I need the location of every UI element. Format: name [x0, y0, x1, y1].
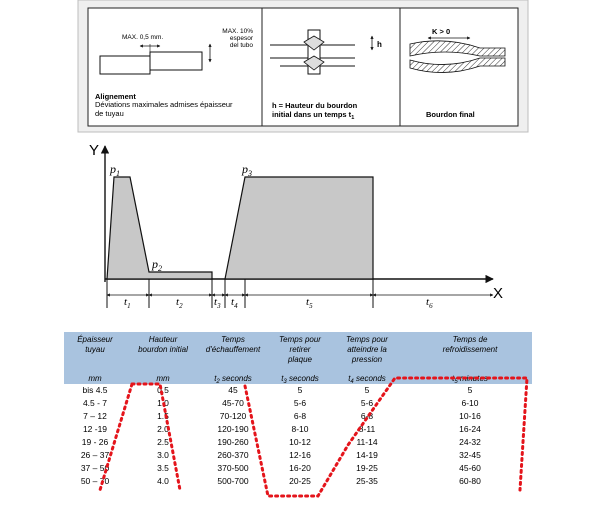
table-cell: 45-60: [459, 463, 481, 473]
table-cell: 1.0: [157, 398, 169, 408]
t3-label: $t_3$: [214, 296, 221, 310]
table-cell: 3.5: [157, 463, 169, 473]
header-cell: Temps: [221, 335, 245, 344]
phase-ticks: [107, 279, 373, 308]
header-cell: Temps pour: [279, 335, 321, 344]
header-cell: retirer: [289, 345, 311, 354]
table-cell: 500-700: [217, 476, 249, 486]
right-pipe: [150, 52, 202, 70]
table-cell: 25-35: [356, 476, 378, 486]
table-cell: 45: [228, 385, 238, 395]
table-cell: 12 -19: [82, 424, 108, 434]
table-cell: 10-16: [459, 411, 481, 421]
table-cell: 4.5 - 7: [82, 398, 108, 408]
table-cell: 32-45: [459, 450, 481, 460]
table-cell: 5-6: [360, 398, 374, 408]
h-symbol: h: [377, 40, 382, 49]
table-cell: 50 – 70: [80, 476, 110, 486]
table-cell: 0.5: [157, 385, 169, 395]
alignment-panel: [78, 0, 528, 132]
header-cell: Temps pour: [346, 335, 388, 344]
table-cell: 5-6: [293, 398, 307, 408]
table-cell: 190-260: [217, 437, 249, 447]
header-cell: Épaisseur: [77, 335, 113, 344]
header-unit: $t_4$ seconds: [348, 374, 386, 385]
table-cell: 16-20: [289, 463, 311, 473]
table-cell: 11-14: [356, 437, 378, 447]
t2-label: $t_2$: [176, 296, 183, 310]
header-unit: mm: [88, 374, 102, 383]
table-cell: 7 – 12: [83, 411, 107, 421]
table-cell: 2.5: [157, 437, 169, 447]
table-cell: 5: [364, 385, 370, 395]
header-unit: mm: [156, 374, 170, 383]
table-cell: 3.0: [157, 450, 169, 460]
t4-label: $t_4$: [231, 296, 238, 310]
header-unit: $t_2$ seconds: [214, 374, 252, 385]
p2-label: $p_2$: [152, 257, 162, 273]
table-cell: 12-16: [289, 450, 311, 460]
pressure-time-diagram: [89, 142, 503, 310]
table-cell: 14-19: [356, 450, 378, 460]
table-cell: 19 - 26: [81, 437, 109, 447]
table-cell: 260-370: [217, 450, 249, 460]
table-cell: 19-25: [356, 463, 378, 473]
table-cell: 8-11: [358, 424, 376, 434]
header-unit: $t_3$ seconds: [281, 374, 319, 385]
table-cell: 2.0: [157, 424, 169, 434]
table-cell: 6-8: [293, 411, 307, 421]
phase-joining-area: [225, 177, 373, 279]
table-cell: 370-500: [217, 463, 249, 473]
alignment-caption-line2: de tuyau: [95, 109, 124, 118]
table-cell: 10-12: [289, 437, 311, 447]
header-cell: Temps de: [452, 335, 488, 344]
t5-label: $t_5$: [306, 296, 313, 310]
alignment-caption-title: Alignement: [95, 92, 136, 101]
header-cell: plaque: [287, 355, 313, 364]
alignment-caption-line1: Déviations maximales admises épaisseur: [95, 100, 233, 109]
x-axis-label: X: [493, 285, 504, 302]
wall-thickness-label: espesor: [229, 35, 253, 42]
table-cell: 37 – 50: [80, 463, 110, 473]
final-bead-caption: Bourdon final: [426, 110, 475, 119]
table-cell: 6-8: [360, 411, 374, 421]
table-cell: 8-10: [291, 424, 309, 434]
table-cell: 45-70: [222, 398, 244, 408]
table-cell: 60-80: [459, 476, 481, 486]
table-cell: 120-190: [217, 424, 249, 434]
table-cell: 24-32: [459, 437, 481, 447]
p1-label: $p_1$: [110, 162, 120, 178]
parameter-table: [64, 332, 532, 496]
header-cell: refroidissement: [442, 345, 498, 354]
header-cell: d'échauffement: [205, 345, 261, 354]
header-cell: Hauteur: [148, 335, 178, 344]
table-cell: 5: [467, 385, 473, 395]
table-cell: bis 4.5: [82, 385, 108, 395]
wall-tube-label: del tubo: [229, 42, 253, 49]
table-cell: 1.5: [157, 411, 169, 421]
table-cell: 26 – 37: [80, 450, 110, 460]
table-cell: 4.0: [157, 476, 169, 486]
k-label: K > 0: [432, 27, 451, 36]
left-pipe: [100, 56, 150, 74]
p3-label: $p_3$: [242, 162, 252, 178]
t1-label: $t_1$: [124, 296, 131, 310]
table-cell: 5: [297, 385, 303, 395]
header-cell: pression: [351, 355, 383, 364]
header-cell: atteindre la: [347, 345, 387, 354]
header-cell: tuyau: [85, 345, 105, 354]
t6-label: $t_6$: [426, 296, 433, 310]
header-cell: bourdon initial: [138, 345, 188, 354]
bead-caption-line1: h = Hauteur du bourdon: [272, 101, 358, 110]
bead-caption-line2: initial dans un temps $t_1$: [272, 110, 355, 121]
table-cell: 6-10: [461, 398, 479, 408]
offset-max-label: MAX. 0,5 mm.: [122, 34, 164, 41]
y-axis-label: Y: [89, 142, 100, 159]
table-cell: 70-120: [219, 411, 247, 421]
table-cell: 20-25: [289, 476, 311, 486]
wall-max-label: MAX. 10%: [222, 28, 253, 35]
table-cell: 16-24: [459, 424, 481, 434]
header-unit: $t_5$ minutes: [452, 374, 488, 385]
